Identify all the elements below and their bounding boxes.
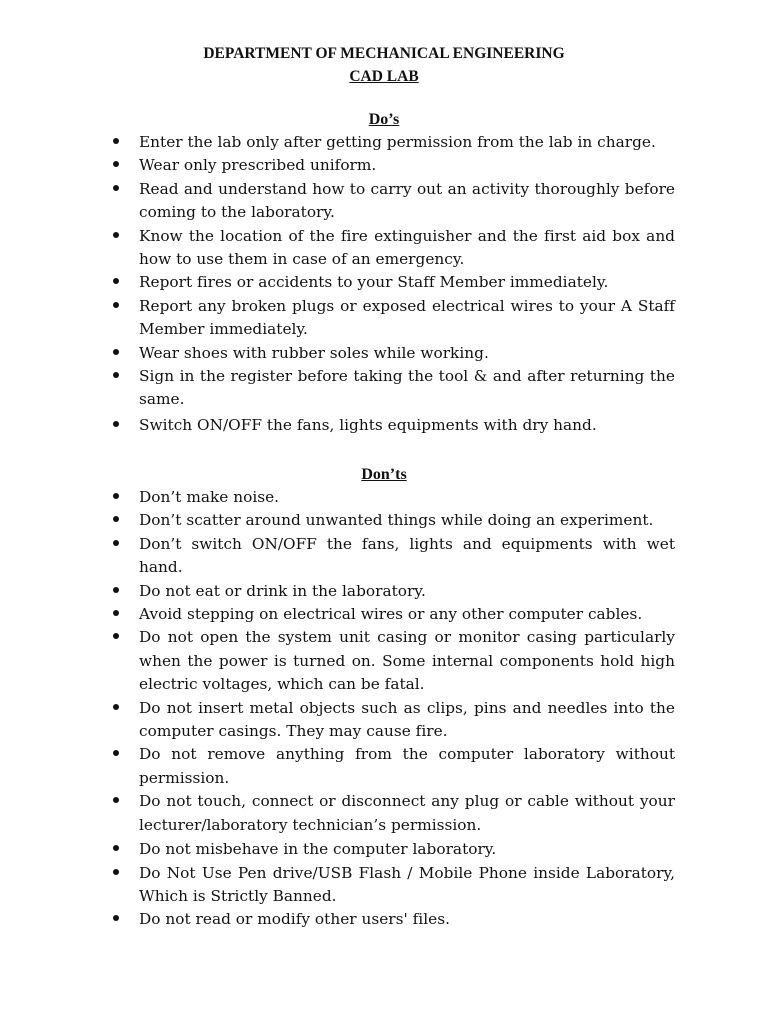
- list-item: [0, 862, 675, 909]
- bullet-icon: [113, 626, 125, 649]
- list-item-text: Wear only prescribed uniform.: [139, 156, 377, 175]
- list-item: [0, 908, 675, 931]
- donts-list: [0, 486, 768, 932]
- list-item: [0, 225, 675, 272]
- bullet-icon: [113, 838, 125, 861]
- list-item-text: Enter the lab only after getting permission from the lab in charge.: [139, 133, 656, 151]
- donts-heading: Don’ts: [361, 466, 407, 483]
- bullet-icon: [113, 790, 125, 813]
- list-item-text: Avoid stepping on electrical wires or any other computer cables.: [139, 605, 643, 624]
- list-item: [0, 414, 675, 437]
- bullet-icon: [113, 225, 125, 248]
- list-item: [0, 603, 675, 626]
- bullet-icon: [113, 509, 125, 532]
- list-item-text: Report any broken plugs or exposed electrical wires to your A Staff Member immediately.: [139, 296, 675, 339]
- list-item: [0, 790, 675, 837]
- bullet-icon: [113, 862, 125, 885]
- list-item-text: Don’t switch ON/OFF the fans, lights and equipments with wet hand.: [139, 534, 675, 577]
- list-item-text: Do not touch, connect or disconnect any plug or cable without your lecturer/laboratory technician’s permission.: [139, 792, 675, 834]
- lab-title: CAD LAB: [349, 68, 419, 85]
- bullet-icon: [113, 580, 125, 603]
- list-item-text: Do not insert metal objects such as clips, pins and needles into the computer casings. They may cause fire.: [139, 698, 675, 741]
- list-item-text: Know the location of the fire extinguisher and the first aid box and how to use them in case of an emergency.: [139, 226, 675, 269]
- bullet-icon: [113, 908, 125, 931]
- bullet-icon: [113, 271, 125, 294]
- dos-list: [0, 131, 768, 437]
- bullet-icon: [113, 603, 125, 626]
- list-item: [0, 838, 675, 861]
- bullet-icon: [113, 533, 125, 556]
- list-item: [0, 131, 675, 154]
- list-item-text: Do not remove anything from the computer laboratory without permission.: [139, 745, 675, 787]
- list-item: [0, 509, 675, 532]
- list-item: [0, 533, 675, 580]
- list-item-text: Switch ON/OFF the fans, lights equipments with dry hand.: [139, 415, 597, 434]
- bullet-icon: [113, 486, 125, 509]
- list-item-text: Do not open the system unit casing or monitor casing particularly when the power is turned on. Some internal components hold high electric voltages, which can be fatal.: [139, 628, 675, 694]
- dos-heading: Do’s: [368, 111, 400, 128]
- bullet-icon: [113, 295, 125, 318]
- bullet-icon: [113, 342, 125, 365]
- bullet-icon: [113, 178, 125, 201]
- list-item-text: Don’t scatter around unwanted things while doing an experiment.: [139, 511, 654, 530]
- list-item: [0, 697, 675, 744]
- list-item-text: Don’t make noise.: [139, 488, 280, 506]
- list-item-text: Report fires or accidents to your Staff Member immediately.: [139, 273, 609, 292]
- list-item: [0, 271, 675, 294]
- bullet-icon: [113, 414, 125, 437]
- bullet-icon: [113, 365, 125, 388]
- bullet-icon: [113, 131, 125, 154]
- list-item-text: Do Not Use Pen drive/USB Flash / Mobile Phone inside Laboratory, Which is Strictly Banned.: [139, 863, 675, 905]
- list-item: [0, 626, 675, 696]
- list-item: [0, 486, 675, 509]
- list-item: [0, 743, 675, 790]
- list-item-text: Read and understand how to carry out an activity thoroughly before coming to the laboratory.: [139, 179, 675, 222]
- bullet-icon: [113, 154, 125, 177]
- list-item: [0, 365, 675, 412]
- list-item-text: Do not misbehave in the computer laboratory.: [139, 840, 497, 859]
- list-item: [0, 342, 675, 365]
- department-title: DEPARTMENT OF MECHANICAL ENGINEERING: [203, 45, 565, 62]
- list-item-text: Wear shoes with rubber soles while working.: [139, 343, 489, 362]
- list-item: [0, 178, 675, 225]
- bullet-icon: [113, 743, 125, 766]
- list-item: [0, 154, 675, 177]
- bullet-icon: [113, 697, 125, 720]
- list-item: [0, 580, 675, 603]
- list-item-text: Do not read or modify other users' files.: [139, 910, 450, 929]
- list-item: [0, 295, 675, 342]
- list-item-text: Sign in the register before taking the tool & and after returning the same.: [139, 367, 675, 409]
- list-item-text: Do not eat or drink in the laboratory.: [139, 581, 426, 600]
